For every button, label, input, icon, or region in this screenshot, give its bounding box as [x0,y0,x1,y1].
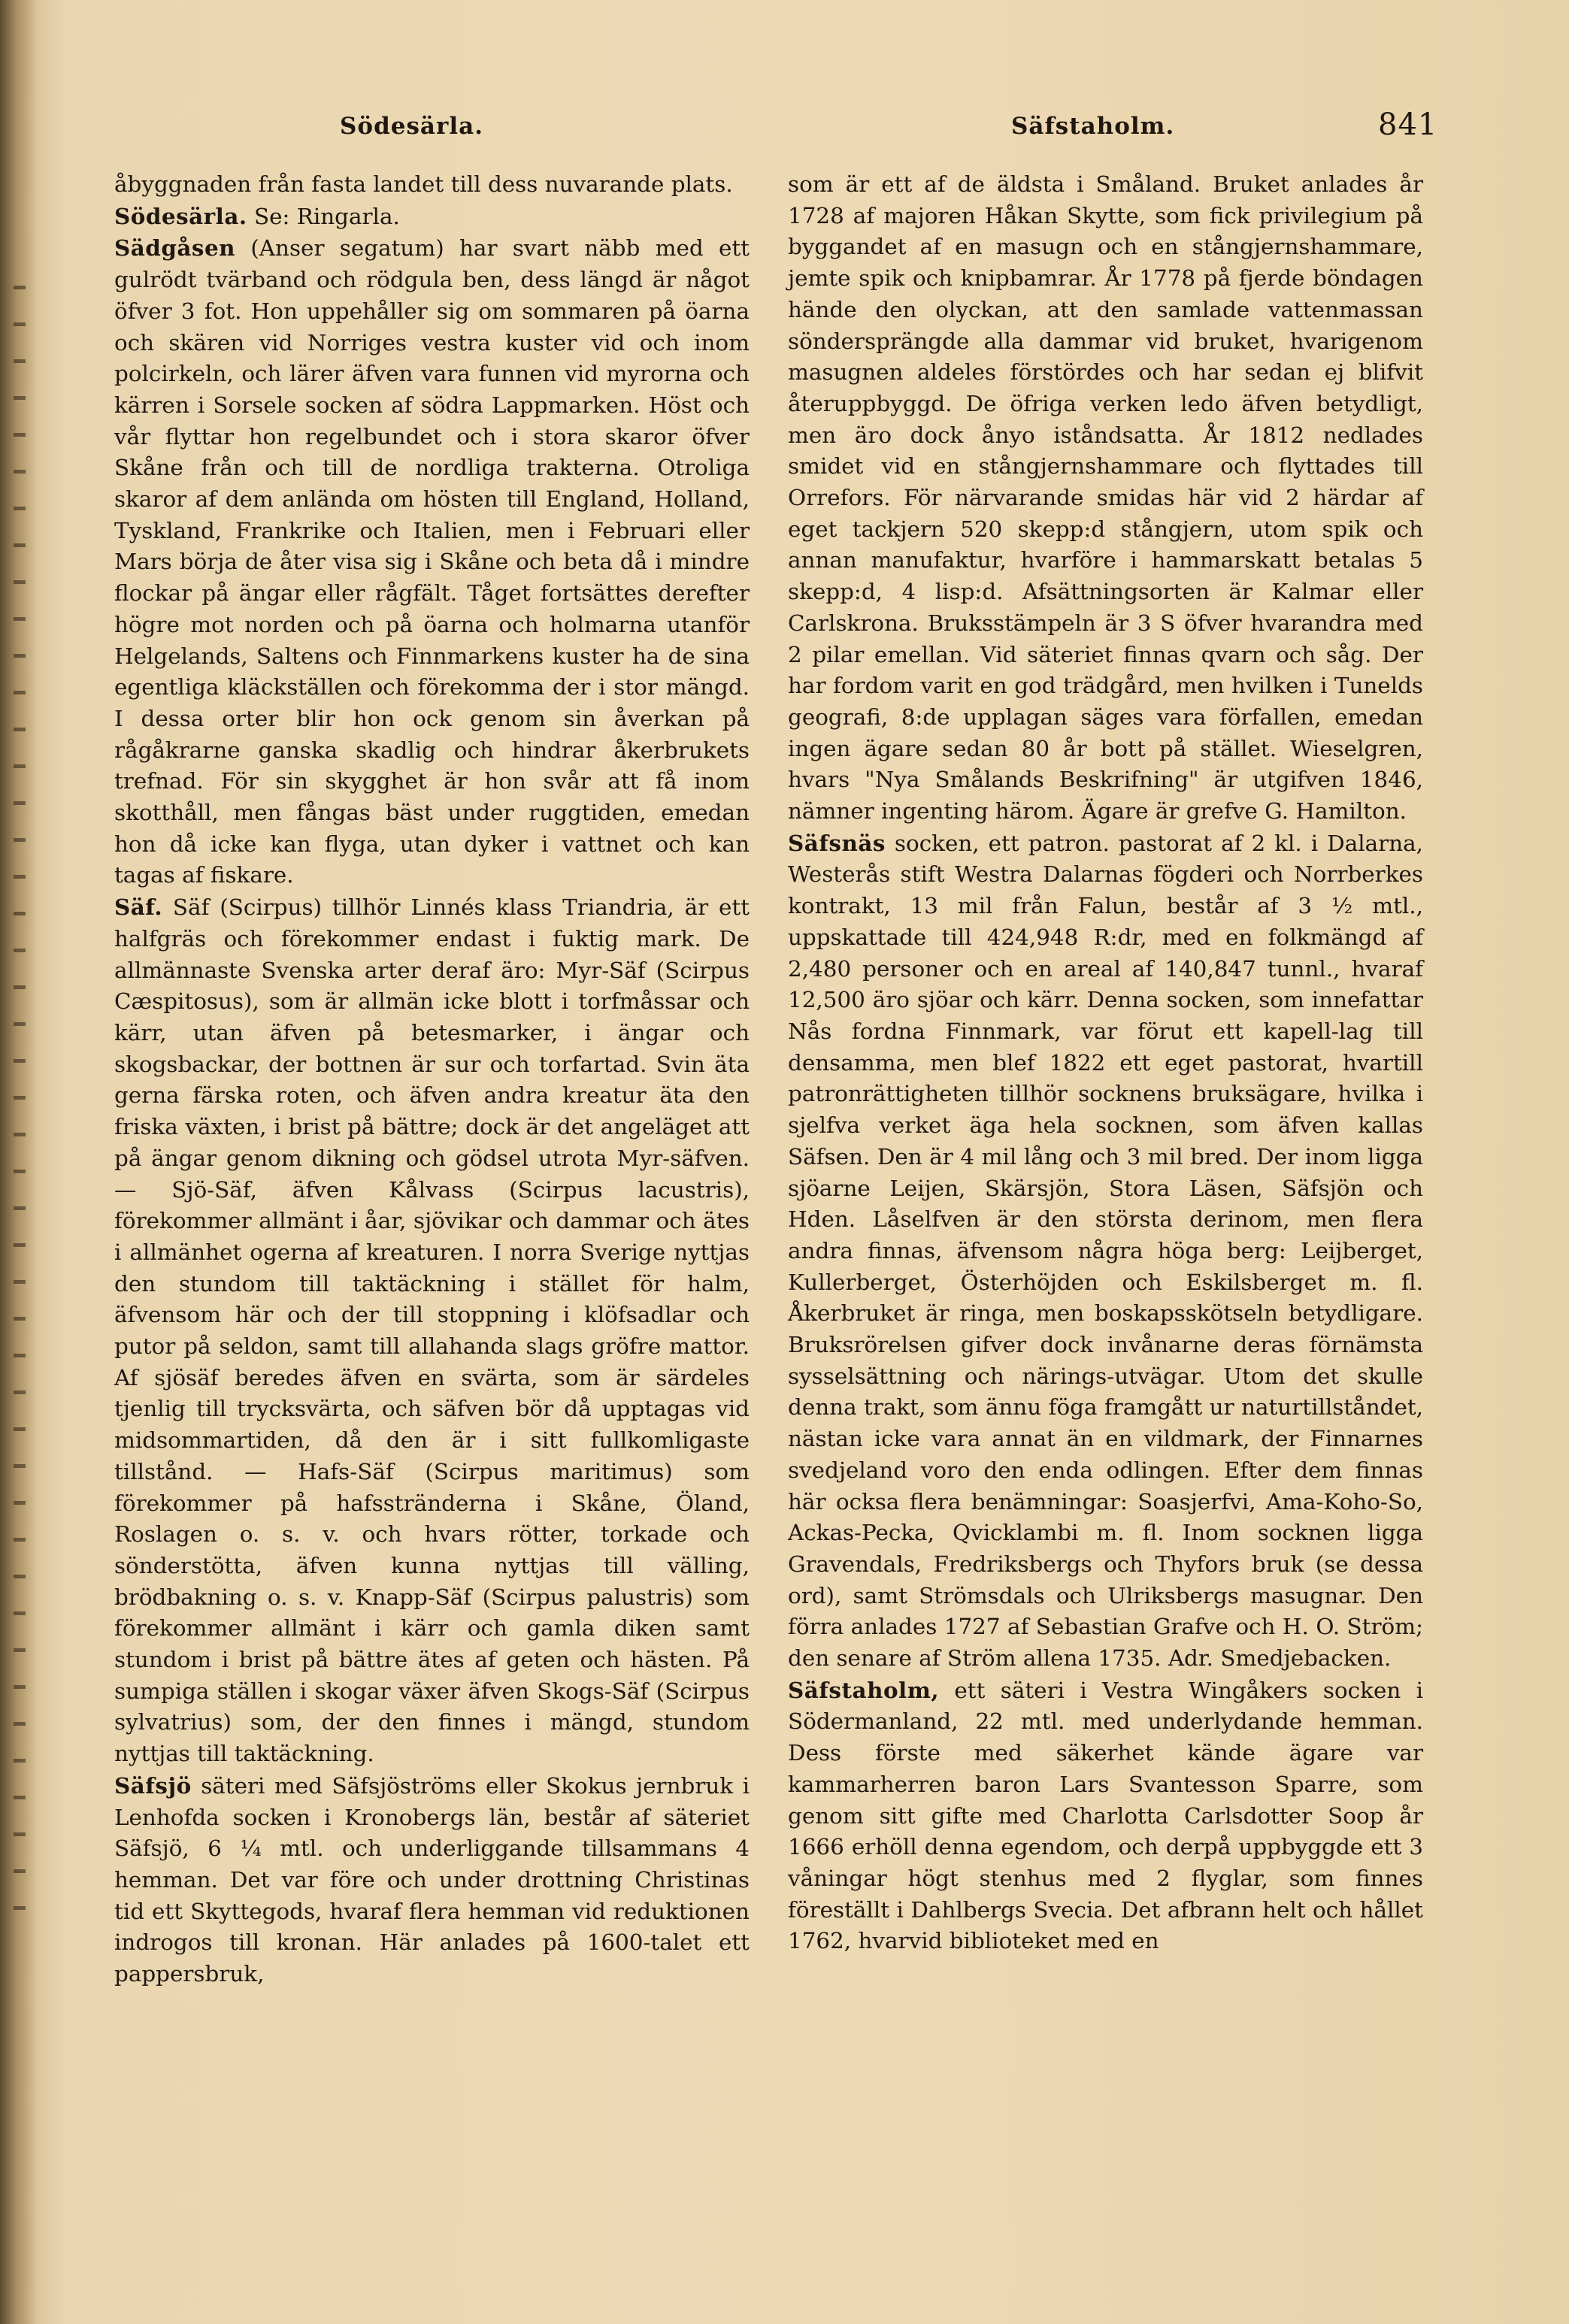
entry-headword: Sädgåsen [114,235,236,262]
entry-text: säteri med Säfsjöströms eller Skokus jernbruk i Lenhofda socken i Kronobergs län, består af säteriet Säfsjö, 6 ¼ mtl. och underliggande tillsammans 4 hemman. Det var före och under drottning Christinas tid ett Skyttegods, hvaraf flera hemman vid reduktionen indrogos till kronan. Här anlades på 1600-talet ett pappersbruk, [114,1772,750,1987]
entry-text: Se: Ringarla. [253,203,400,229]
entry-headword: Säfsjö [114,1772,192,1799]
entry-headword: Säf. [114,894,163,921]
paragraph-text: som är ett af de äldsta i Småland. Bruket anlades år 1728 af majoren Håkan Skytte, som fick privilegium på byggandet af en masugn och en stångjernshammare, jemte spik och knipbamrar. År 1778 på fjerde böndagen hände den olyckan, att den samlade vattenmassan söndersprängde alla dammar vid bruket, hvarigenom masugnen aldeles förstördes och har sedan ej blifvit återuppbyggd. De öfriga verken ledo äfven betydligt, men äro dock ånyo iståndsatta. År 1812 nedlades smidet vid en stångjernshammare och flyttades till Orrefors. För närvarande smidas här vid 2 härdar af eget tackjern 520 skepp:d stångjern, utom spik och annan manufaktur, hvarföre i hammarskatt betalas 5 skepp:d, 4 lisp:d. Afsättningsorten är Kalmar eller Carlskrona. Bruksstämpeln är 3 S öfver hvarandra med 2 pilar emellan. Vid säteriet finnas qvarn och såg. Der har fordom varit en god trädgård, men hvilken i Tunelds geografi, 8:de upplagan säges vara förfallen, emedan ingen ägare sedan 80 år bott på stället. Wieselgren, hvars "Nya Smålands Beskrifning" är utgifven 1846, nämner ingenting härom. Ägare är grefve G. Hamilton. [788,171,1423,825]
paragraph [788,169,1423,828]
entry-text: Säf (Scirpus) tillhör Linnés klass Triandria, är ett halfgräs och förekommer endast i fuktig mark. De allmännaste Svenska arter deraf äro: Myr-Säf (Scirpus Cæspitosus), som är allmän icke blott i torfmåssar och kärr, utan äfven på betesmarker, i ängar och skogsbackar, der bottnen är sur och torfartad. Svin äta gerna färska roten, och äfven andra kreatur äta den friska växten, i brist på bättre; dock är det angeläget att på ängar genom dikning och gödsel utrota Myr-säfven. — Sjö-Säf, äfven Kålvass (Scirpus lacustris), förekommer allmänt i åar, sjövikar och dammar och ätes i allmänhet ogerna af kreaturen. I norra Sverige nyttjas den stundom till taktäckning i stället för halm, äfvensom här och der till stoppning i klöfsadlar och putor på seldon, samt till allahanda slags gröfre mattor. Af sjösäf beredes äfven en svärta, som är särdeles tjenlig till trycksvärta, och säfven bör då upptagas vid midsommartiden, då den är i sitt fullkomligaste tillstånd. — Hafs-Säf (Scirpus maritimus) som förekommer på hafsstränderna i Skåne, Öland, Roslagen o. s. v. och hvars rötter, torkade och sönderstötta, äfven kunna nyttjas till välling, brödbakning o. s. v. Knapp-Säf (Scirpus palustris) som förekommer allmänt i kärr och gamla diken samt stundom i brist på bättre ätes af geten och hästen. På sumpiga ställen i skogar växer äfven Skogs-Säf (Scirpus sylvatrius) som, der den finnes i mängd, stundom nyttjas till taktäckning. [114,894,750,1767]
paragraph [114,169,750,201]
entry-text: ett säteri i Vestra Wingåkers socken i Södermanland, 22 mtl. med underlydande hemman. Dess förste med säkerhet kände ägare var kammarherren baron Lars Svantesson Sparre, som genom sitt gifte med Charlotta Carlsdotter Soop år 1666 erhöll denna egendom, och derpå uppbyggde ett 3 våningar högt stenhus med 2 flyglar, som finnes föreställt i Dahlbergs Svecia. Det afbrann helt och hållet 1762, hvarvid biblioteket med en [788,1677,1424,1954]
running-head-left: Södesärla. [340,113,483,140]
paragraph-text: åbyggnaden från fasta landet till dess nuvarande plats. [114,171,733,197]
left-column [114,169,750,1990]
entry [788,828,1423,1675]
entry [114,1770,750,1990]
entry-text: (Anser segatum) har svart näbb med ett gulrödt tvärband och rödgula ben, dess längd är något öfver 3 fot. Hon uppehåller sig om sommaren på öarna och skären vid Norriges vestra kuster vid och inom polcirkeln, och lärer äfven vara funnen vid myrorna och kärren i Sorsele socken af södra Lappmarken. Höst och vår flyttar hon regelbundet och i stora skaror öfver Skåne från och till de nordliga trakterna. Otroliga skaror af dem anlända om hösten till England, Holland, Tyskland, Frankrike och Italien, men i Februari eller Mars börja de åter visa sig i Skåne och beta då i mindre flockar på ängar eller rågfält. Tåget fortsättes derefter högre mot norden och på öarna och holmarna utanför Helgelands, Saltens och Finnmarkens kuster ha de sina egentliga kläckställen och förekomma der i stor mängd. I dessa orter blir hon ock genom sin åverkan på rågåkrarne ganska skadlig och hindrar åkerbrukets trefnad. För sin skygghet är hon svår att få inom skotthåll, men fångas bäst under ruggtiden, emedan hon då icke kan flyga, utan dyker i vattnet och kan tagas af fiskare. [114,235,750,888]
running-head-right: Säfstaholm. [1011,113,1175,140]
entry [114,891,750,1770]
entry [114,201,750,233]
entry-headword: Säfsnäs [788,829,886,856]
entry [788,1675,1423,1957]
page-number: 841 [1378,107,1438,142]
right-column [788,169,1423,1957]
binding-gutter [3,286,38,2165]
entry [114,232,750,891]
entry-headword: Säfstaholm, [788,1676,940,1703]
entry-headword: Södesärla. [114,202,247,229]
entry-text: socken, ett patron. pastorat af 2 kl. i Dalarna, Westerås stift Westra Dalarnas fögderi och Norrberkes kontrakt, 13 mil från Falun, består af 3 ½ mtl., uppskattade till 424,948 R:dr, med en folkmängd af 2,480 personer och en areal af 140,847 tunnl., hvaraf 12,500 äro sjöar och kärr. Denna socken, som innefattar Nås fordna Finnmark, var förut ett kapell-lag till densamma, men blef 1822 ett eget pastorat, hvartill patronrättigheten tillhör socknens bruksägare, hvilka i sjelfva verket äga hela socknen, som äfven kallas Säfsen. Den är 4 mil lång och 3 mil bred. Der inom ligga sjöarne Leijen, Skärsjön, Stora Läsen, Säfsjön och Hden. Låselfven är den största derinom, men flera andra finnas, äfvensom några höga berg: Leijberget, Kullerberget, Österhöjden och Eskilsberget m. fl. Åkerbruket är ringa, men boskapsskötseln betydligare. Bruksrörelsen gifver dock invånarne deras förnämsta sysselsättning och närings-utvägar. Utom det skulle denna trakt, som ännu föga framgått ur naturtillståndet, nästan icke vara annat än en vildmark, der Finnarnes svedjeland voro den enda odlingen. Efter dem finnas här ocksa flera benämningar: Soasjerfvi, Ama-Koho-So, Ackas-Pecka, Qvicklambi m. fl. Inom socknen ligga Gravendals, Fredriksbergs och Thyfors bruk (se dessa ord), samt Strömsdals och Ulriksbergs masugnar. Den förra anlades 1727 af Sebastian Grafve och H. O. Ström; den senare af Ström allena 1735. Adr. Smedjebacken. [788,830,1423,1672]
